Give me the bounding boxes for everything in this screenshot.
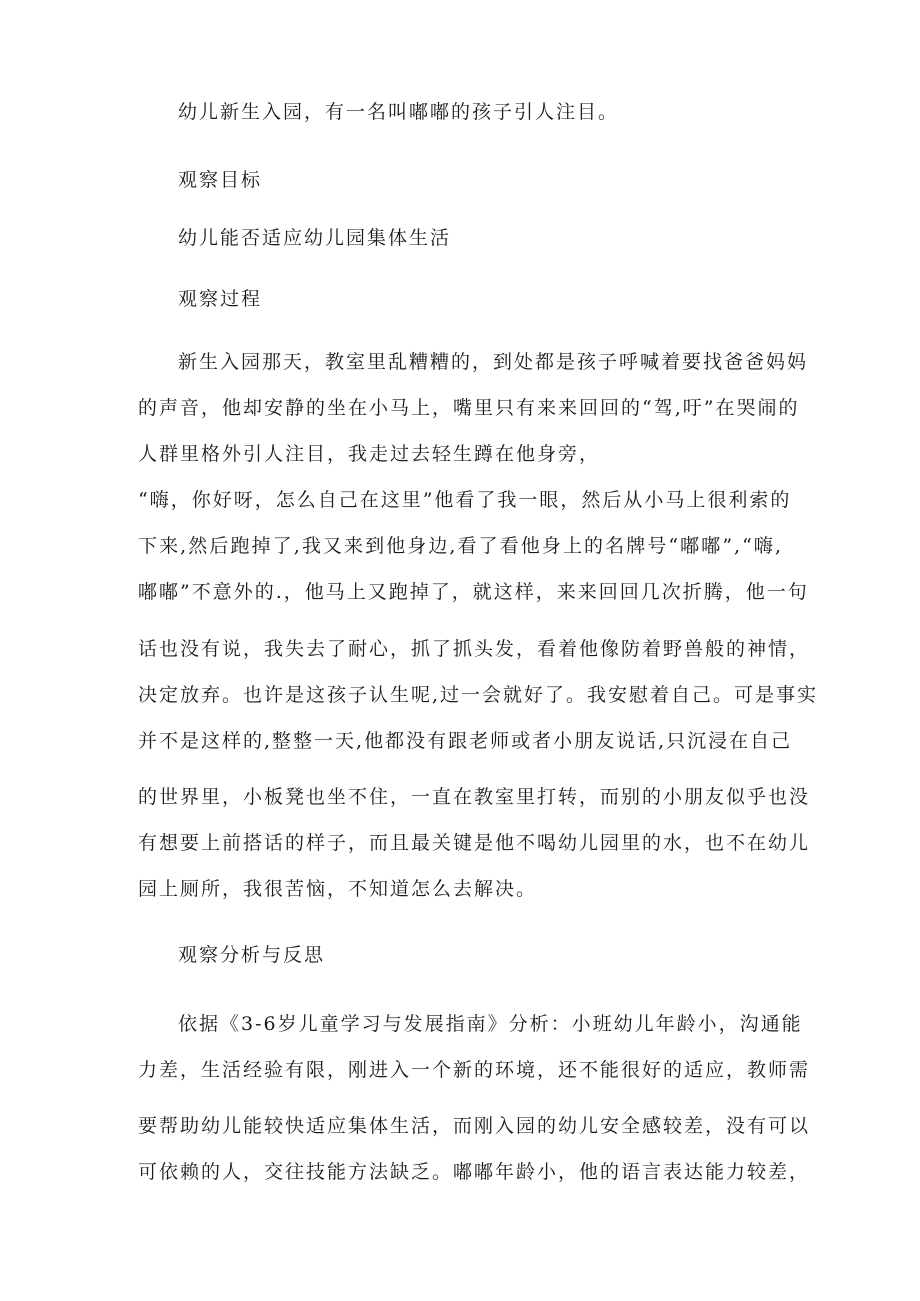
section-heading-process: 观察过程 <box>178 288 263 310</box>
process-line: 园上厕所，我很苦恼，不知道怎么去解决。 <box>138 878 538 900</box>
process-line: 新生入园那天，教室里乱糟糟的，到处都是孩子呼喊着要找爸爸妈妈 <box>178 351 809 373</box>
section-heading-goal: 观察目标 <box>178 169 263 191</box>
analysis-line: 力差，生活经验有限，刚进入一个新的环境，还不能很好的适应，教师需 <box>138 1059 811 1081</box>
process-line: 话也没有说，我失去了耐心，抓了抓头发，看着他像防着野兽般的神情， <box>138 638 811 660</box>
goal-paragraph: 幼儿能否适应幼儿园集体生活 <box>178 227 452 249</box>
intro-paragraph: 幼儿新生入园，有一名叫嘟嘟的孩子引人注目。 <box>178 101 620 123</box>
process-line: 嘟嘟”不意外的.，他马上又跑掉了，就这样，来来回回几次折腾，他一句 <box>138 581 809 603</box>
process-line: 并不是这样的,整整一天,他都没有跟老师或者小朋友说话,只沉浸在自己 <box>138 730 793 752</box>
process-line: 的声音，他却安静的坐在小马上，嘴里只有来来回回的“驾,吁”在哭闹的 <box>138 397 800 419</box>
process-line: 下来,然后跑掉了,我又来到他身边,看了看他身上的名牌号“嘟嘟”,“嗨, <box>138 535 783 557</box>
process-line: 人群里格外引人注目，我走过去轻生蹲在他身旁， <box>138 443 601 465</box>
process-line: 的世界里，小板凳也坐不住，一直在教室里打转，而别的小朋友似乎也没 <box>138 786 811 808</box>
process-line: “嗨，你好呀，怎么自己在这里”他看了我一眼，然后从小马上很利索的 <box>138 489 792 511</box>
section-heading-analysis: 观察分析与反思 <box>178 944 326 966</box>
process-line: 决定放弃。也许是这孩子认生呢,过一会就好了。我安慰着自己。可是事实 <box>138 684 819 706</box>
analysis-line: 可依赖的人，交往技能方法缺乏。嘟嘟年龄小，他的语言表达能力较差， <box>138 1161 811 1183</box>
analysis-line: 依据《3-6岁儿童学习与发展指南》分析：小班幼儿年龄小，沟通能 <box>178 1013 803 1035</box>
analysis-line: 要帮助幼儿能较快适应集体生活，而刚入园的幼儿安全感较差，没有可以 <box>138 1115 811 1137</box>
process-line: 有想要上前搭话的样子，而且最关键是他不喝幼儿园里的水，也不在幼儿 <box>138 832 811 854</box>
